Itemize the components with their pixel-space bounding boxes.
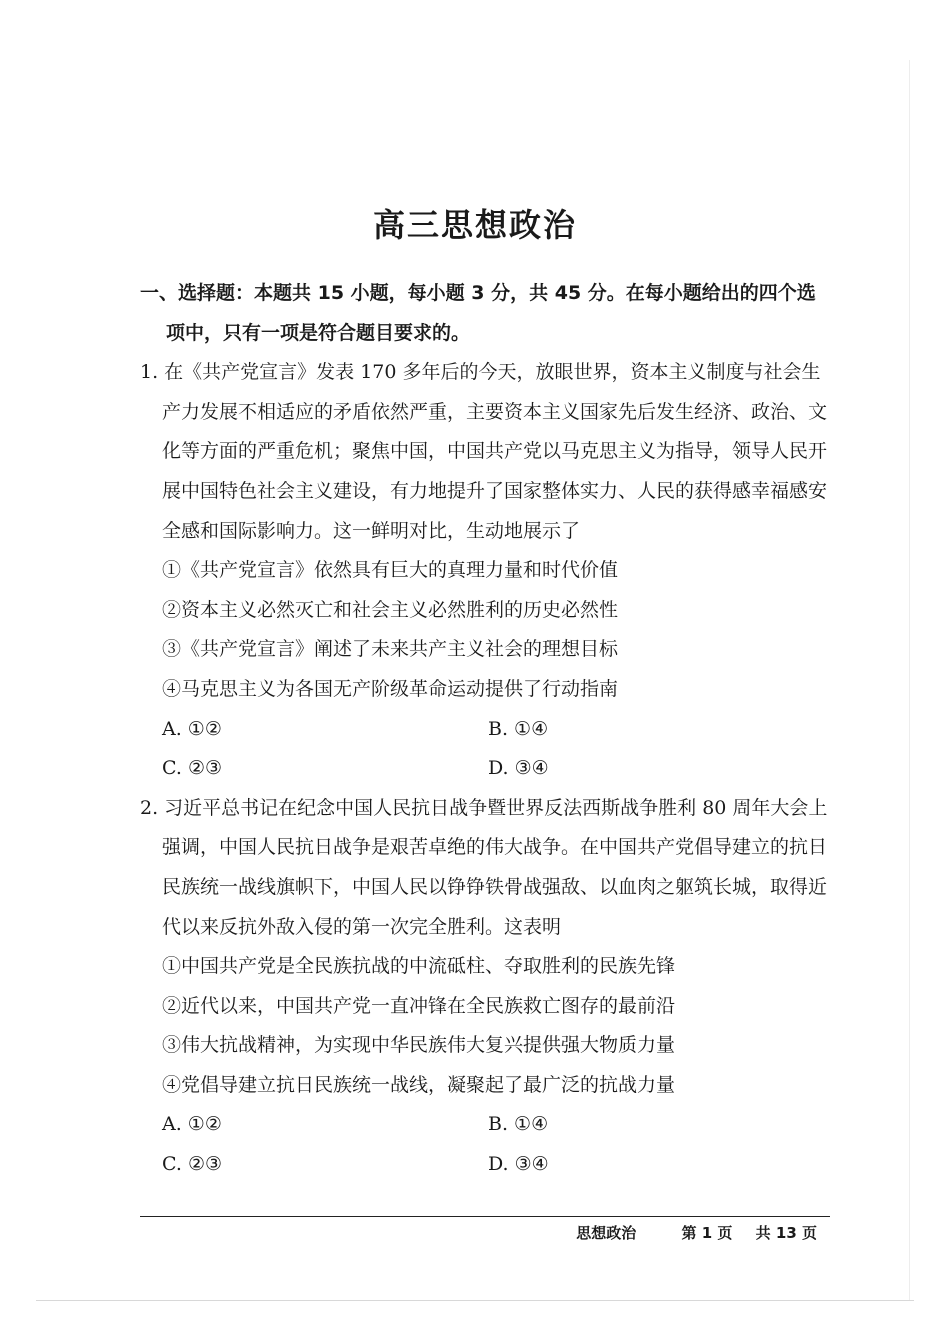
footer-subject: 思想政治 xyxy=(576,1224,637,1242)
answer-options xyxy=(140,710,830,789)
statement-item: ③《共产党宣言》阐述了未来共产主义社会的理想目标 xyxy=(162,638,619,661)
option-b: B. ①④ xyxy=(488,1113,549,1136)
scan-edge xyxy=(909,60,910,1300)
scan-edge xyxy=(36,1300,914,1301)
statement-item: ④马克思主义为各国无产阶级革命运动提供了行动指南 xyxy=(162,677,619,700)
question-2 xyxy=(140,789,830,1185)
statement-item: ①中国共产党是全民族抗战的中流砥柱、夺取胜利的民族先锋 xyxy=(162,955,676,978)
option-c: C. ②③ xyxy=(162,757,223,780)
statement-item: ③伟大抗战精神，为实现中华民族伟大复兴提供强大物质力量 xyxy=(162,1034,676,1057)
option-d: D. ③④ xyxy=(488,1153,549,1176)
statement-item: ②近代以来，中国共产党一直冲锋在全民族救亡图存的最前沿 xyxy=(162,994,676,1017)
footer-page-number: 第 1 页 xyxy=(681,1224,733,1242)
statement-item: ④党倡导建立抗日民族统一战线，凝聚起了最广泛的抗战力量 xyxy=(162,1073,676,1096)
option-a: A. ①② xyxy=(162,717,222,740)
section-heading: 一、选择题：本题共 15 小题，每小题 3 分，共 45 分。在每小题给出的四个选项中，只有一项是符合题目要求的。 xyxy=(140,282,816,344)
option-c: C. ②③ xyxy=(162,1153,223,1176)
option-a: A. ①② xyxy=(162,1113,222,1136)
page-title: 高三思想政治 xyxy=(372,206,577,244)
exam-content xyxy=(140,274,830,1185)
answer-options xyxy=(140,1105,830,1184)
statement-item: ②资本主义必然灭亡和社会主义必然胜利的历史必然性 xyxy=(162,598,619,621)
question-stem: 1. 在《共产党宣言》发表 170 多年后的今天，放眼世界，资本主义制度与社会生产力发展不相适应的矛盾依然严重，主要资本主义国家先后发生经济、政治、文化等方面的严重危机；聚焦中国，中国共产党以马克思主义为指导，领导人民开展中国特色社会主义建设，有力地提升了国家整体实力、人民的获得感幸福感安全感和国际影响力。这一鲜明对比，生动地展示了 xyxy=(140,361,828,542)
statement-item: ①《共产党宣言》依然具有巨大的真理力量和时代价值 xyxy=(162,559,619,582)
option-d: D. ③④ xyxy=(488,757,549,780)
page-footer xyxy=(576,1222,817,1243)
question-1 xyxy=(140,353,830,789)
footer-total-pages: 共 13 页 xyxy=(755,1224,817,1242)
footer-divider xyxy=(140,1216,830,1217)
question-stem: 2. 习近平总书记在纪念中国人民抗日战争暨世界反法西斯战争胜利 80 周年大会上强调，中国人民抗日战争是艰苦卓绝的伟大战争。在中国共产党倡导建立的抗日民族统一战线旗帜下，中国人民以铮铮铁骨战强敌、以血肉之躯筑长城，取得近代以来反抗外敌入侵的第一次完全胜利。这表明 xyxy=(140,796,828,938)
option-b: B. ①④ xyxy=(488,717,549,740)
